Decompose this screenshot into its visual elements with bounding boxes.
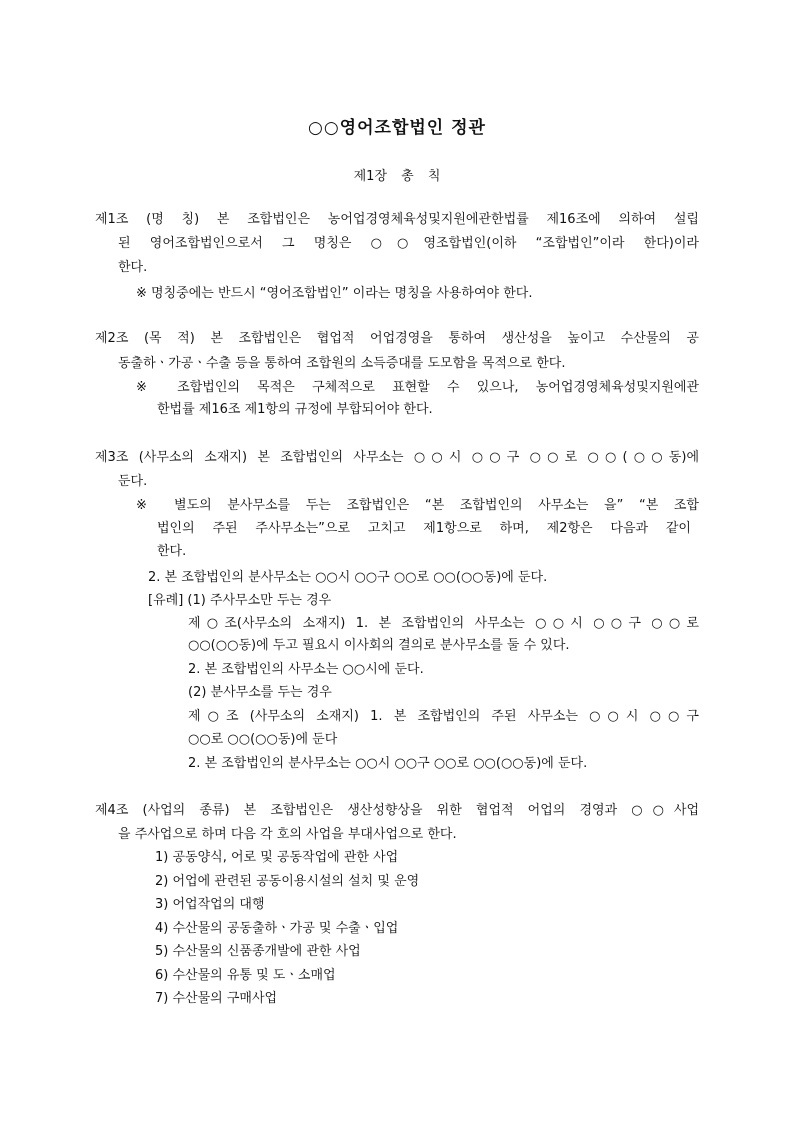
- article-1-line-1: 제1조 (명 칭) 본 조합법인은 농어업경영체육성및지원에관한법률 제16조에 의하여 설립: [95, 212, 699, 227]
- list-item: 2) 어업에 관련된 공동이용시설의 설치 및 운영: [155, 874, 420, 889]
- article-3-note-line-2: 법인의 주된 주사무소는”으로 고치고 제1항으로 하며, 제2항은 다음과 같이: [157, 521, 691, 536]
- list-item: 3) 어업작업의 대행: [155, 897, 265, 912]
- article-1-line-3: 한다.: [118, 260, 148, 275]
- article-1-line-2: 된 영어조합법인으로서 그 명칭은 ○○영조합법인(이하 “조합법인”이라 한다)이라: [118, 236, 699, 251]
- article-3-note-line-1: ※ 별도의 분사무소를 두는 조합법인은 “본 조합법인의 사무소는 을” “본 조합: [136, 498, 699, 513]
- article-3-line-1: 제3조 (사무소의 소재지) 본 조합법인의 사무소는 ○○시 ○○구 ○○로 ○○(○○동)에: [95, 450, 699, 465]
- article-3-note-line-3: 한다.: [157, 544, 187, 559]
- chapter-heading: 제1장 총 칙: [353, 169, 441, 184]
- example-1-line-1: 제○조(사무소의 소재지) 1. 본 조합법인의 사무소는 ○○시 ○○구 ○○로: [188, 616, 699, 631]
- example-2-line-3: 2. 본 조합법인의 분사무소는 ○○시 ○○구 ○○로 ○○(○○동)에 둔다.: [188, 756, 588, 771]
- article-2-line-1: 제2조 (목 적) 본 조합법인은 협업적 어업경영을 통하여 생산성을 높이고 수산물의 공: [95, 331, 699, 346]
- list-item: 6) 수산물의 유통 및 도ㆍ소매업: [155, 968, 336, 983]
- list-item: 1) 공동양식, 어로 및 공동작업에 관한 사업: [155, 850, 399, 865]
- article-2-note-line-1: ※ 조합법인의 목적은 구체적으로 표현할 수 있으나, 농어업경영체육성및지원에관: [136, 380, 699, 395]
- article-3-line-2: 둔다.: [118, 474, 148, 489]
- list-item: 5) 수산물의 신품종개발에 관한 사업: [155, 944, 361, 959]
- example-1-line-2: ○○(○○동)에 두고 필요시 이사회의 결의로 분사무소를 둘 수 있다.: [188, 638, 570, 653]
- article-3-paragraph-2: 2. 본 조합법인의 분사무소는 ○○시 ○○구 ○○로 ○○(○○동)에 둔다.: [148, 570, 548, 585]
- article-1-note: ※ 명칭중에는 반드시 “영어조합법인” 이라는 명칭을 사용하여야 한다.: [136, 286, 533, 301]
- list-item: 7) 수산물의 구매사업: [155, 991, 278, 1006]
- example-2-line-2: ○○로 ○○(○○동)에 둔다: [188, 732, 338, 747]
- example-2-line-1: 제○조 (사무소의 소재지) 1. 본 조합법인의 주된 사무소는 ○○시 ○○구: [188, 709, 699, 724]
- article-4-line-2: 을 주사업으로 하며 다음 각 호의 사업을 부대사업으로 한다.: [118, 827, 457, 842]
- example-label: [유례] (1) 주사무소만 두는 경우: [148, 593, 332, 608]
- example-2-label: (2) 분사무소를 두는 경우: [188, 685, 332, 700]
- article-2-note-line-2: 한법률 제16조 제1항의 규정에 부합되어야 한다.: [157, 402, 433, 417]
- list-item: 4) 수산물의 공동출하ㆍ가공 및 수출ㆍ입업: [155, 921, 399, 936]
- example-1-line-3: 2. 본 조합법인의 사무소는 ○○시에 둔다.: [188, 662, 424, 677]
- article-2-line-2: 동출하ㆍ가공ㆍ수출 등을 통하여 조합원의 소득증대를 도모함을 목적으로 한다.: [118, 356, 566, 371]
- document-title: ○○영어조합법인 정관: [308, 118, 486, 138]
- article-4-line-1: 제4조 (사업의 종류) 본 조합법인은 생산성향상을 위한 협업적 어업의 경영과 ○○사업: [95, 803, 699, 818]
